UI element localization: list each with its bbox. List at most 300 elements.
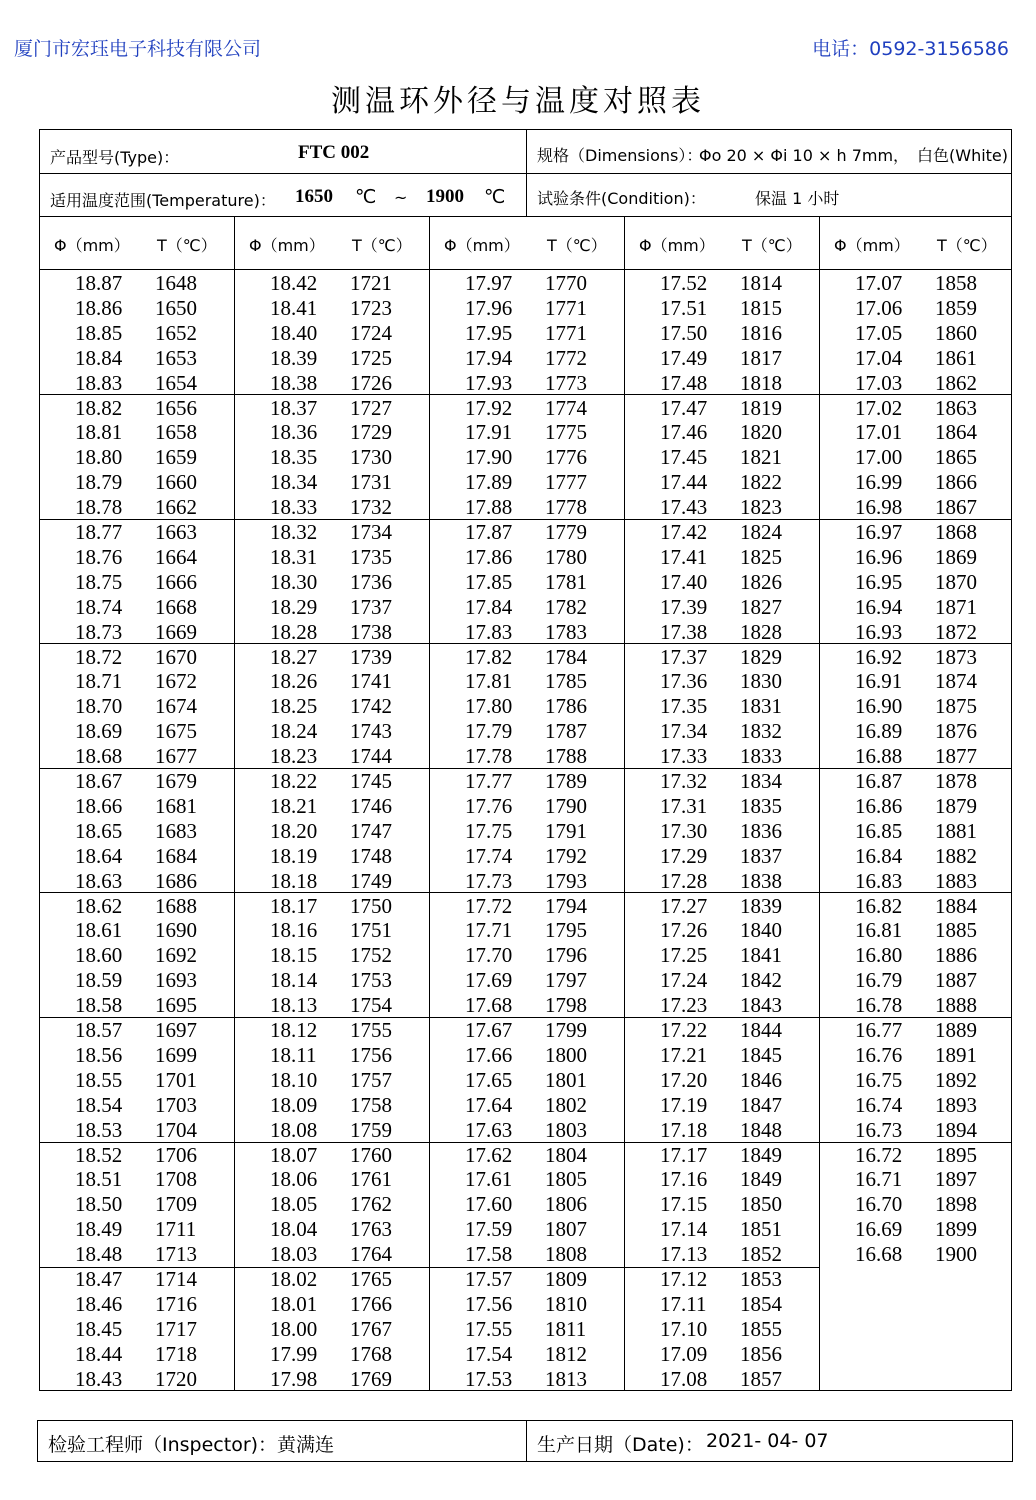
phi-cell: 17.05: [855, 320, 903, 345]
phi-cell: 17.58: [465, 1242, 513, 1267]
divider: [819, 216, 820, 1391]
phi-cell: 17.93: [465, 370, 513, 395]
t-cell: 1869: [935, 544, 977, 569]
t-cell: 1739: [350, 644, 392, 669]
phi-cell: 16.91: [855, 669, 903, 694]
divider: [39, 216, 1012, 217]
phi-cell: 17.35: [660, 694, 708, 719]
date-label: 生产日期（Date)：: [537, 1434, 704, 1456]
t-cell: 1875: [935, 694, 977, 719]
phi-cell: 17.45: [660, 445, 708, 470]
phi-cell: 17.11: [660, 1291, 707, 1316]
t-cell: 1796: [545, 943, 587, 968]
t-cell: 1894: [935, 1117, 977, 1142]
phi-cell: 18.56: [75, 1042, 123, 1067]
t-cell: 1836: [740, 818, 782, 843]
phi-cell: 17.80: [465, 694, 513, 719]
phi-cell: 17.50: [660, 320, 708, 345]
t-cell: 1845: [740, 1042, 782, 1067]
t-cell: 1711: [155, 1217, 197, 1242]
t-cell: 1817: [740, 345, 782, 370]
t-cell: 1783: [545, 619, 587, 644]
t-cell: 1820: [740, 420, 782, 445]
phi-cell: 16.77: [855, 1018, 903, 1042]
t-cell: 1714: [155, 1267, 197, 1291]
phi-cell: 18.14: [270, 968, 318, 993]
phi-cell: 17.42: [660, 520, 708, 544]
t-cell: 1668: [155, 594, 197, 619]
t-cell: 1677: [155, 744, 197, 769]
phi-cell: 16.82: [855, 893, 903, 918]
t-cell: 1748: [350, 843, 392, 868]
phi-cell: 16.87: [855, 769, 903, 793]
phi-cell: 18.75: [75, 569, 123, 594]
phi-cell: 16.85: [855, 818, 903, 843]
divider: [526, 129, 527, 216]
phi-cell: 17.69: [465, 968, 513, 993]
t-cell: 1763: [350, 1217, 392, 1242]
phi-cell: 16.74: [855, 1092, 903, 1117]
t-cell: 1779: [545, 520, 587, 544]
phi-cell: 17.06: [855, 295, 903, 320]
t-cell: 1886: [935, 943, 977, 968]
t-cell: 1872: [935, 619, 977, 644]
phi-cell: 17.63: [465, 1117, 513, 1142]
column-header-phi: Φ（mm）: [54, 236, 130, 255]
phi-cell: 17.32: [660, 769, 708, 793]
t-cell: 1718: [155, 1341, 197, 1366]
phi-cell: 18.65: [75, 818, 123, 843]
phi-cell: 16.83: [855, 868, 903, 893]
phi-cell: 17.94: [465, 345, 513, 370]
phi-cell: 18.31: [270, 544, 318, 569]
phi-cell: 17.27: [660, 893, 708, 918]
t-cell: 1767: [350, 1316, 392, 1341]
t-cell: 1879: [935, 793, 977, 818]
divider: [624, 216, 625, 1391]
phi-cell: 18.27: [270, 644, 318, 669]
phi-cell: 17.37: [660, 644, 708, 669]
phi-cell: 18.79: [75, 470, 123, 495]
t-cell: 1798: [545, 993, 587, 1018]
phi-cell: 18.77: [75, 520, 123, 544]
t-cell: 1760: [350, 1142, 392, 1167]
t-cell: 1670: [155, 644, 197, 669]
phi-cell: 16.88: [855, 744, 903, 769]
phi-cell: 18.29: [270, 594, 318, 619]
t-cell: 1716: [155, 1291, 197, 1316]
phi-cell: 17.87: [465, 520, 513, 544]
phi-cell: 18.38: [270, 370, 318, 395]
temperature-high: 1900: [426, 186, 464, 207]
phi-cell: 18.85: [75, 320, 123, 345]
t-cell: 1852: [740, 1242, 782, 1267]
t-cell: 1664: [155, 544, 197, 569]
phi-cell: 18.05: [270, 1192, 318, 1217]
phi-cell: 16.78: [855, 993, 903, 1018]
t-cell: 1839: [740, 893, 782, 918]
phi-cell: 17.52: [660, 271, 708, 295]
t-cell: 1727: [350, 395, 392, 420]
t-cell: 1730: [350, 445, 392, 470]
t-cell: 1736: [350, 569, 392, 594]
t-cell: 1899: [935, 1217, 977, 1242]
phi-cell: 17.22: [660, 1018, 708, 1042]
phi-cell: 18.73: [75, 619, 123, 644]
t-cell: 1849: [740, 1142, 782, 1167]
t-cell: 1865: [935, 445, 977, 470]
phi-cell: 18.21: [270, 793, 318, 818]
phi-cell: 18.07: [270, 1142, 318, 1167]
t-cell: 1724: [350, 320, 392, 345]
t-cell: 1771: [545, 320, 587, 345]
t-cell: 1887: [935, 968, 977, 993]
phi-cell: 18.58: [75, 993, 123, 1018]
phi-cell: 17.70: [465, 943, 513, 968]
phi-cell: 18.86: [75, 295, 123, 320]
column-header-phi: Φ（mm）: [639, 236, 715, 255]
phi-cell: 17.81: [465, 669, 513, 694]
t-cell: 1840: [740, 918, 782, 943]
phi-cell: 16.98: [855, 495, 903, 520]
phi-cell: 18.82: [75, 395, 123, 420]
phi-cell: 18.33: [270, 495, 318, 520]
phi-cell: 17.64: [465, 1092, 513, 1117]
t-cell: 1857: [740, 1366, 782, 1391]
t-cell: 1709: [155, 1192, 197, 1217]
phi-cell: 18.30: [270, 569, 318, 594]
t-cell: 1832: [740, 719, 782, 744]
t-cell: 1830: [740, 669, 782, 694]
phi-cell: 18.68: [75, 744, 123, 769]
phi-cell: 17.30: [660, 818, 708, 843]
t-cell: 1648: [155, 271, 197, 295]
t-cell: 1706: [155, 1142, 197, 1167]
phi-cell: 18.51: [75, 1167, 123, 1192]
phi-cell: 17.36: [660, 669, 708, 694]
type-label: 产品型号(Type)：: [50, 148, 180, 167]
phi-cell: 18.00: [270, 1316, 318, 1341]
phi-cell: 16.69: [855, 1217, 903, 1242]
t-cell: 1861: [935, 345, 977, 370]
t-cell: 1806: [545, 1192, 587, 1217]
t-cell: 1815: [740, 295, 782, 320]
temperature-low: 1650: [295, 186, 333, 207]
phi-cell: 18.47: [75, 1267, 123, 1291]
company-name: 厦门市宏珏电子科技有限公司: [14, 38, 262, 60]
t-cell: 1650: [155, 295, 197, 320]
t-cell: 1849: [740, 1167, 782, 1192]
t-cell: 1810: [545, 1291, 587, 1316]
t-cell: 1808: [545, 1242, 587, 1267]
column-header-t: T（℃）: [352, 236, 412, 255]
phi-cell: 17.88: [465, 495, 513, 520]
phi-cell: 17.48: [660, 370, 708, 395]
phi-cell: 17.78: [465, 744, 513, 769]
t-cell: 1747: [350, 818, 392, 843]
phi-cell: 18.13: [270, 993, 318, 1018]
t-cell: 1850: [740, 1192, 782, 1217]
t-cell: 1784: [545, 644, 587, 669]
t-cell: 1717: [155, 1316, 197, 1341]
phi-cell: 18.10: [270, 1067, 318, 1092]
phi-cell: 18.34: [270, 470, 318, 495]
phi-cell: 16.90: [855, 694, 903, 719]
t-cell: 1666: [155, 569, 197, 594]
phi-cell: 18.69: [75, 719, 123, 744]
phi-cell: 18.41: [270, 295, 318, 320]
t-cell: 1884: [935, 893, 977, 918]
t-cell: 1770: [545, 271, 587, 295]
t-cell: 1776: [545, 445, 587, 470]
phi-cell: 18.70: [75, 694, 123, 719]
phi-cell: 17.86: [465, 544, 513, 569]
t-cell: 1679: [155, 769, 197, 793]
phi-cell: 17.44: [660, 470, 708, 495]
t-cell: 1790: [545, 793, 587, 818]
phi-cell: 18.24: [270, 719, 318, 744]
t-cell: 1805: [545, 1167, 587, 1192]
t-cell: 1863: [935, 395, 977, 420]
phi-cell: 17.08: [660, 1366, 708, 1391]
phi-cell: 18.67: [75, 769, 123, 793]
t-cell: 1663: [155, 520, 197, 544]
t-cell: 1804: [545, 1142, 587, 1167]
t-cell: 1764: [350, 1242, 392, 1267]
phi-cell: 17.65: [465, 1067, 513, 1092]
t-cell: 1654: [155, 370, 197, 395]
t-cell: 1789: [545, 769, 587, 793]
t-cell: 1774: [545, 395, 587, 420]
phi-cell: 16.96: [855, 544, 903, 569]
phi-cell: 16.92: [855, 644, 903, 669]
t-cell: 1693: [155, 968, 197, 993]
divider: [429, 216, 430, 1391]
t-cell: 1741: [350, 669, 392, 694]
t-cell: 1801: [545, 1067, 587, 1092]
t-cell: 1701: [155, 1067, 197, 1092]
column-header-t: T（℃）: [937, 236, 997, 255]
phi-cell: 17.04: [855, 345, 903, 370]
phi-cell: 17.53: [465, 1366, 513, 1391]
t-cell: 1703: [155, 1092, 197, 1117]
phi-cell: 16.72: [855, 1142, 903, 1167]
phi-cell: 17.38: [660, 619, 708, 644]
phi-cell: 17.85: [465, 569, 513, 594]
phi-cell: 17.14: [660, 1217, 708, 1242]
phi-cell: 18.12: [270, 1018, 318, 1042]
phi-cell: 17.57: [465, 1267, 513, 1291]
t-cell: 1895: [935, 1142, 977, 1167]
t-cell: 1750: [350, 893, 392, 918]
t-cell: 1885: [935, 918, 977, 943]
column-header-t: T（℃）: [157, 236, 217, 255]
phi-cell: 18.53: [75, 1117, 123, 1142]
phi-cell: 18.80: [75, 445, 123, 470]
t-cell: 1777: [545, 470, 587, 495]
phi-cell: 17.56: [465, 1291, 513, 1316]
phi-cell: 16.93: [855, 619, 903, 644]
t-cell: 1900: [935, 1242, 977, 1267]
t-cell: 1758: [350, 1092, 392, 1117]
t-cell: 1772: [545, 345, 587, 370]
divider: [526, 1420, 527, 1462]
phi-cell: 16.71: [855, 1167, 903, 1192]
t-cell: 1891: [935, 1042, 977, 1067]
phi-cell: 18.60: [75, 943, 123, 968]
phi-cell: 18.09: [270, 1092, 318, 1117]
t-cell: 1683: [155, 818, 197, 843]
phi-cell: 18.87: [75, 271, 123, 295]
temperature-unit: ℃: [484, 186, 506, 208]
phi-cell: 18.43: [75, 1366, 123, 1391]
t-cell: 1812: [545, 1341, 587, 1366]
phi-cell: 18.03: [270, 1242, 318, 1267]
t-cell: 1759: [350, 1117, 392, 1142]
phi-cell: 18.64: [75, 843, 123, 868]
t-cell: 1818: [740, 370, 782, 395]
t-cell: 1699: [155, 1042, 197, 1067]
t-cell: 1660: [155, 470, 197, 495]
phi-cell: 16.76: [855, 1042, 903, 1067]
date-value: 2021- 04- 07: [706, 1430, 829, 1452]
phi-cell: 18.71: [75, 669, 123, 694]
t-cell: 1833: [740, 744, 782, 769]
phi-cell: 17.19: [660, 1092, 708, 1117]
phi-cell: 18.46: [75, 1291, 123, 1316]
t-cell: 1831: [740, 694, 782, 719]
t-cell: 1757: [350, 1067, 392, 1092]
phi-cell: 18.23: [270, 744, 318, 769]
column-header-t: T（℃）: [742, 236, 802, 255]
t-cell: 1697: [155, 1018, 197, 1042]
t-cell: 1882: [935, 843, 977, 868]
t-cell: 1708: [155, 1167, 197, 1192]
t-cell: 1873: [935, 644, 977, 669]
t-cell: 1662: [155, 495, 197, 520]
t-cell: 1737: [350, 594, 392, 619]
phi-cell: 18.40: [270, 320, 318, 345]
phi-cell: 18.66: [75, 793, 123, 818]
phi-cell: 17.55: [465, 1316, 513, 1341]
phi-cell: 18.36: [270, 420, 318, 445]
phi-cell: 17.51: [660, 295, 708, 320]
phi-cell: 17.60: [465, 1192, 513, 1217]
phi-cell: 18.62: [75, 893, 123, 918]
dimensions-value: Φo 20 × Φi 10 × h 7mm，: [699, 146, 910, 165]
phi-cell: 17.72: [465, 893, 513, 918]
t-cell: 1876: [935, 719, 977, 744]
phi-cell: 16.75: [855, 1067, 903, 1092]
t-cell: 1684: [155, 843, 197, 868]
t-cell: 1843: [740, 993, 782, 1018]
t-cell: 1659: [155, 445, 197, 470]
color-value: 白色(White): [917, 146, 1009, 165]
t-cell: 1837: [740, 843, 782, 868]
t-cell: 1720: [155, 1366, 197, 1391]
phi-cell: 17.89: [465, 470, 513, 495]
t-cell: 1855: [740, 1316, 782, 1341]
phi-cell: 17.41: [660, 544, 708, 569]
t-cell: 1842: [740, 968, 782, 993]
t-cell: 1825: [740, 544, 782, 569]
t-cell: 1893: [935, 1092, 977, 1117]
t-cell: 1692: [155, 943, 197, 968]
t-cell: 1704: [155, 1117, 197, 1142]
t-cell: 1897: [935, 1167, 977, 1192]
t-cell: 1762: [350, 1192, 392, 1217]
temperature-label: 适用温度范围(Temperature)：: [50, 191, 276, 210]
t-cell: 1799: [545, 1018, 587, 1042]
t-cell: 1751: [350, 918, 392, 943]
phi-cell: 18.19: [270, 843, 318, 868]
t-cell: 1791: [545, 818, 587, 843]
phi-cell: 18.32: [270, 520, 318, 544]
phi-cell: 18.01: [270, 1291, 318, 1316]
t-cell: 1826: [740, 569, 782, 594]
phi-cell: 17.66: [465, 1042, 513, 1067]
t-cell: 1765: [350, 1267, 392, 1291]
t-cell: 1672: [155, 669, 197, 694]
phi-cell: 17.83: [465, 619, 513, 644]
phi-cell: 17.00: [855, 445, 903, 470]
t-cell: 1778: [545, 495, 587, 520]
t-cell: 1782: [545, 594, 587, 619]
phi-cell: 18.44: [75, 1341, 123, 1366]
t-cell: 1743: [350, 719, 392, 744]
phi-cell: 18.39: [270, 345, 318, 370]
phi-cell: 18.28: [270, 619, 318, 644]
phi-cell: 17.71: [465, 918, 513, 943]
t-cell: 1725: [350, 345, 392, 370]
t-cell: 1675: [155, 719, 197, 744]
phi-cell: 17.24: [660, 968, 708, 993]
phi-cell: 16.80: [855, 943, 903, 968]
t-cell: 1853: [740, 1267, 782, 1291]
phi-cell: 17.68: [465, 993, 513, 1018]
t-cell: 1756: [350, 1042, 392, 1067]
phi-cell: 17.31: [660, 793, 708, 818]
type-value: FTC 002: [298, 142, 370, 163]
t-cell: 1860: [935, 320, 977, 345]
t-cell: 1816: [740, 320, 782, 345]
phi-cell: 17.75: [465, 818, 513, 843]
phi-cell: 17.34: [660, 719, 708, 744]
dimensions-label: 规格（Dimensions）：: [537, 146, 703, 165]
phi-cell: 17.90: [465, 445, 513, 470]
phi-cell: 17.84: [465, 594, 513, 619]
phi-cell: 18.11: [270, 1042, 317, 1067]
t-cell: 1795: [545, 918, 587, 943]
phi-cell: 17.99: [270, 1341, 318, 1366]
phi-cell: 17.74: [465, 843, 513, 868]
phi-cell: 17.07: [855, 271, 903, 295]
phi-cell: 18.17: [270, 893, 318, 918]
divider: [234, 216, 235, 1391]
t-cell: 1871: [935, 594, 977, 619]
phi-cell: 17.02: [855, 395, 903, 420]
phi-cell: 18.20: [270, 818, 318, 843]
t-cell: 1870: [935, 569, 977, 594]
t-cell: 1846: [740, 1067, 782, 1092]
t-cell: 1721: [350, 271, 392, 295]
phi-cell: 18.84: [75, 345, 123, 370]
phi-cell: 18.81: [75, 420, 123, 445]
t-cell: 1781: [545, 569, 587, 594]
t-cell: 1802: [545, 1092, 587, 1117]
phi-cell: 17.12: [660, 1267, 708, 1291]
phi-cell: 17.59: [465, 1217, 513, 1242]
